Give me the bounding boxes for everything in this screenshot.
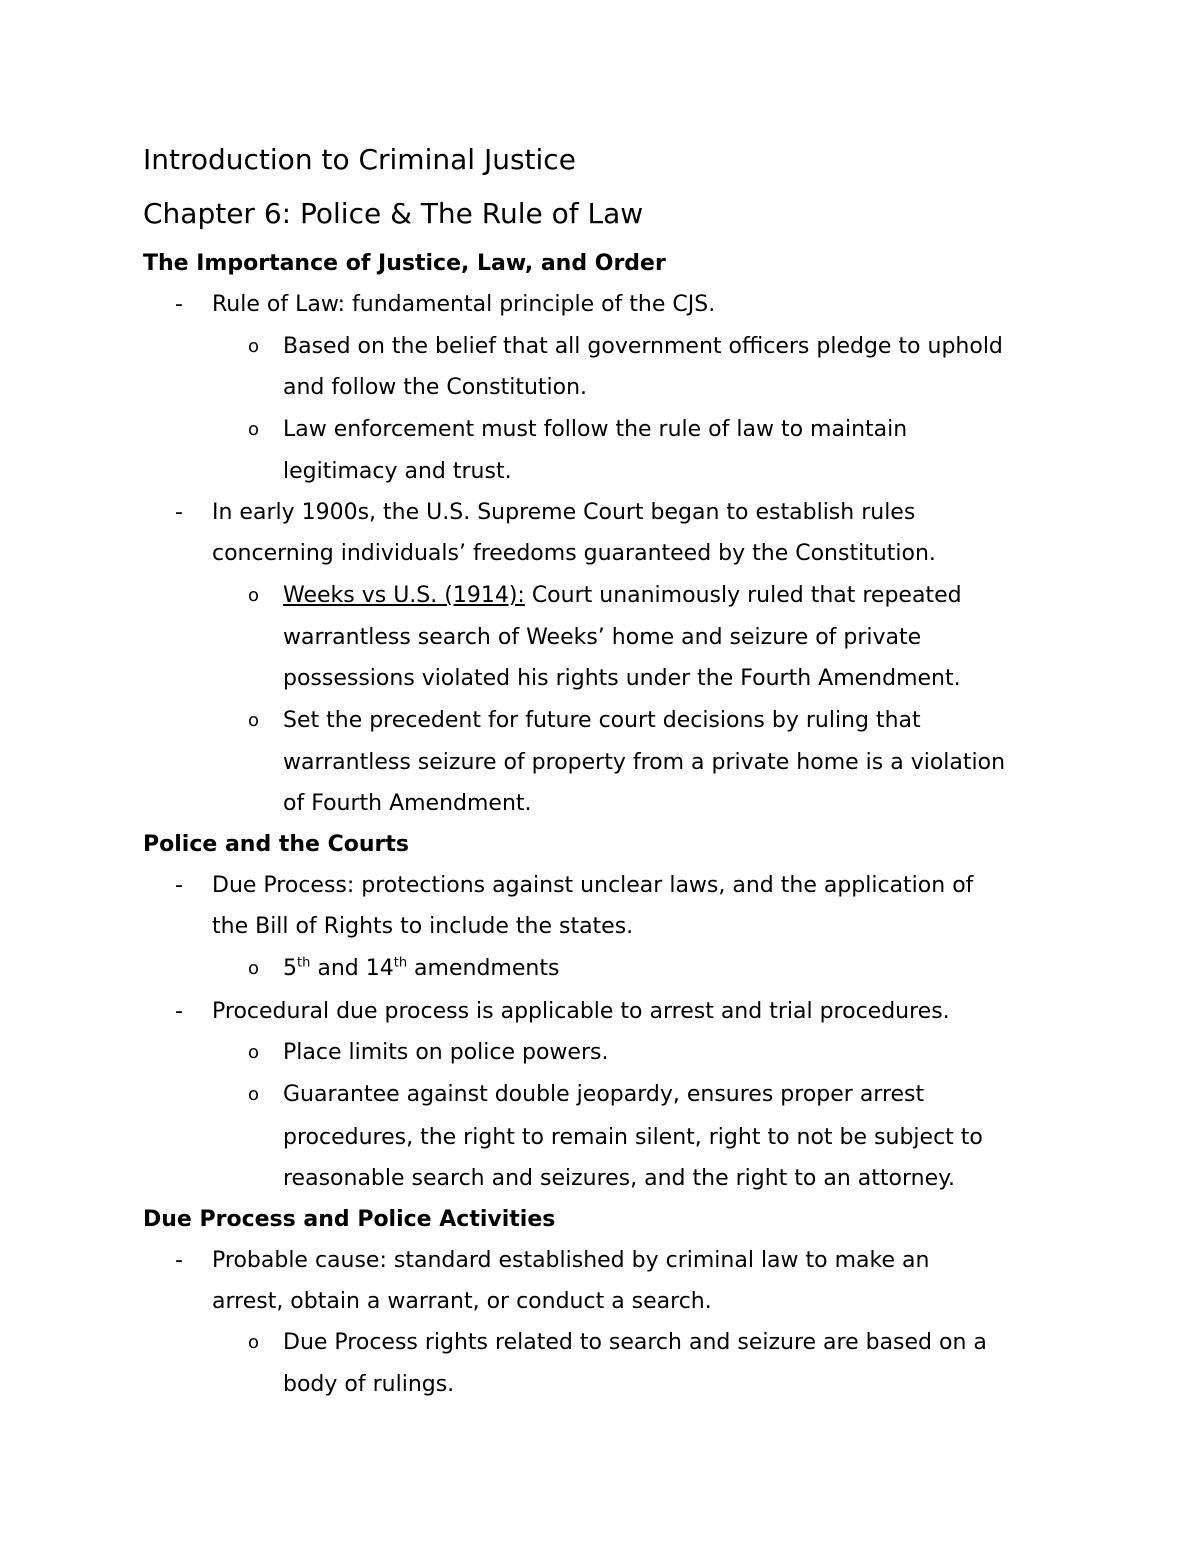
list-item: Rule of Law: fundamental principle of the CJS. [212, 292, 716, 317]
dash-bullet: - [175, 500, 183, 525]
sub-list-item: Guarantee against double jeopardy, ensures proper arrest [283, 1082, 925, 1107]
list-item-continued: arrest, obtain a warrant, or conduct a search. [212, 1289, 712, 1314]
document-title: Introduction to Criminal Justice [143, 143, 576, 176]
circle-bullet: o [248, 585, 260, 606]
sub-list-item: Place limits on police powers. [283, 1040, 609, 1065]
section-heading: Due Process and Police Activities [143, 1207, 556, 1232]
case-description: Court unanimously ruled that repeated [524, 583, 962, 608]
amendment-number: 5 [283, 956, 297, 981]
list-item: Probable cause: standard established by criminal law to make an [212, 1248, 930, 1273]
sub-list-item-continued: procedures, the right to remain silent, right to not be subject to [283, 1125, 983, 1150]
sub-list-item [283, 581, 962, 611]
circle-bullet: o [248, 1042, 260, 1063]
sub-list-item: Due Process rights related to search and seizure are based on a [283, 1330, 987, 1355]
dash-bullet: - [175, 873, 183, 898]
dash-bullet: - [175, 999, 183, 1024]
sub-list-item: Set the precedent for future court decisions by ruling that [283, 708, 921, 733]
sub-list-item-continued: legitimacy and trust. [283, 459, 512, 484]
sub-list-item-continued: warrantless seizure of property from a private home is a violation [283, 750, 1006, 775]
sub-list-item-continued: possessions violated his rights under the Fourth Amendment. [283, 666, 961, 691]
circle-bullet: o [248, 419, 260, 440]
amendment-number: and 14 [310, 956, 394, 981]
chapter-title: Chapter 6: Police & The Rule of Law [143, 197, 644, 230]
sub-list-item-continued: reasonable search and seizures, and the right to an attorney. [283, 1166, 955, 1191]
section-heading: Police and the Courts [143, 832, 409, 857]
sub-list-item: Law enforcement must follow the rule of law to maintain [283, 417, 908, 442]
sub-list-item-continued: warrantless search of Weeks’ home and seizure of private [283, 625, 922, 650]
list-item-continued: concerning individuals’ freedoms guaranteed by the Constitution. [212, 541, 936, 566]
circle-bullet: o [248, 1084, 260, 1105]
sub-list-item: Based on the belief that all government officers pledge to uphold [283, 334, 1003, 359]
circle-bullet: o [248, 958, 260, 979]
circle-bullet: o [248, 710, 260, 731]
ordinal-suffix: th [297, 955, 311, 971]
amendment-label: amendments [407, 956, 560, 981]
circle-bullet: o [248, 1332, 260, 1353]
dash-bullet: - [175, 1248, 183, 1273]
list-item: Due Process: protections against unclear laws, and the application of [212, 873, 974, 898]
dash-bullet: - [175, 292, 183, 317]
sub-list-item [283, 954, 559, 984]
sub-list-item-continued: and follow the Constitution. [283, 375, 588, 400]
ordinal-suffix: th [393, 955, 408, 971]
circle-bullet: o [248, 336, 260, 357]
sub-list-item-continued: of Fourth Amendment. [283, 791, 532, 816]
sub-list-item-continued: body of rulings. [283, 1372, 455, 1397]
list-item-continued: the Bill of Rights to include the states. [212, 914, 634, 939]
list-item: In early 1900s, the U.S. Supreme Court began to establish rules [212, 500, 916, 525]
section-heading: The Importance of Justice, Law, and Order [143, 251, 666, 276]
case-citation: Weeks vs U.S. (1914): [283, 583, 525, 608]
list-item: Procedural due process is applicable to arrest and trial procedures. [212, 999, 950, 1024]
